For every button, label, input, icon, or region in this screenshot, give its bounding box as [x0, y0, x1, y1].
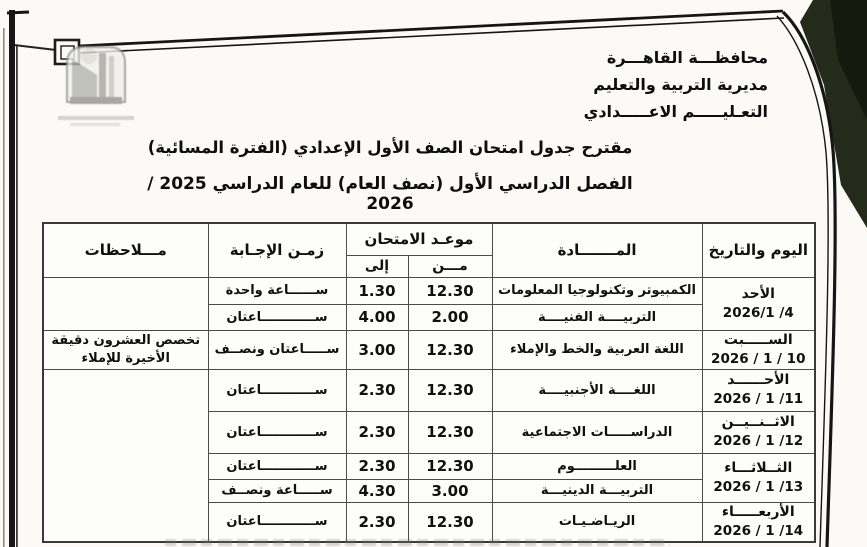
- duration-cell: ســــــــــــاعتان: [208, 369, 346, 411]
- day-date: 2026 / 1 /14: [713, 522, 804, 539]
- subject-cell: التربيـــة الدينيـــة: [492, 479, 702, 502]
- letterhead-governorate: محافظـــة القاهـــرة: [606, 48, 768, 67]
- day-date: 2026 / 1 /11: [713, 391, 804, 407]
- table-row: [43, 277, 815, 304]
- day-date: 2026 / 1 /13: [713, 478, 804, 495]
- notes-cell: تخصص العشرون دقيقة الأخيرة للإملاء: [43, 330, 208, 369]
- subject-cell: اللغــــة الأجنبيــــة: [492, 369, 702, 411]
- subject-cell: التربيــــة الفنيــــة: [492, 304, 702, 330]
- from-cell: 12.30: [408, 369, 492, 411]
- table-header-row: [43, 223, 815, 255]
- to-cell: 2.30: [346, 369, 408, 411]
- day-name: الاثــنــيــن: [721, 414, 795, 430]
- col-header-from: مـــن: [408, 255, 492, 277]
- col-header-to: إلى: [346, 255, 408, 277]
- day-cell: [702, 369, 815, 411]
- duration-cell: ســـــاعتان ونصــف: [208, 330, 346, 369]
- duration-cell: ســــــــــــاعتان: [208, 304, 346, 330]
- letterhead: [584, 44, 768, 125]
- to-cell: 2.30: [346, 502, 408, 542]
- day-name: الأحــــــد: [727, 372, 790, 388]
- day-cell: [702, 277, 815, 330]
- subject-cell: الكمبيوتر وتكنولوجيا المعلومات: [492, 277, 702, 304]
- subject-cell: العلـــــــــوم: [492, 453, 702, 479]
- duration-cell: ســــــــــــاعتان: [208, 502, 346, 542]
- col-header-subject: المـــــــادة: [492, 223, 702, 277]
- day-date: 2026 / 1 / 10: [711, 350, 806, 367]
- schedule-title: مقترح جدول امتحان الصف الأول الإعدادي (الفترة المسائية): [147, 138, 633, 157]
- document-title-block: [145, 138, 635, 214]
- day-date: 2026 / 1 /12: [713, 433, 804, 449]
- table-row: [43, 330, 815, 369]
- from-cell: 2.00: [408, 304, 492, 330]
- to-cell: 3.00: [346, 330, 408, 369]
- duration-cell: ســـــاعة ونصــف: [208, 479, 346, 502]
- to-cell: 4.00: [346, 304, 408, 330]
- duration-cell: ســــــاعة واحدة: [208, 277, 346, 304]
- from-cell: 12.30: [408, 330, 492, 369]
- from-cell: 12.30: [408, 411, 492, 453]
- letterhead-directorate: مديرية التربية والتعليم: [593, 75, 768, 94]
- subject-cell: الريـاضـيـات: [492, 502, 702, 542]
- from-cell: 3.00: [408, 479, 492, 502]
- to-cell: 2.30: [346, 411, 408, 453]
- day-date: 2026/1 /4: [722, 304, 794, 321]
- notes-cell: [43, 369, 208, 542]
- cut-off-text-hint: [165, 539, 670, 546]
- duration-cell: ســــــــــــاعتان: [208, 453, 346, 479]
- from-cell: 12.30: [408, 277, 492, 304]
- subject-cell: الدراســـــات الاجتماعية: [492, 411, 702, 453]
- col-header-day-date: اليوم والتاريخ: [702, 223, 815, 277]
- exam-schedule-table: [42, 222, 816, 543]
- day-name: الســـــبت: [723, 331, 793, 348]
- day-name: الأحد: [741, 285, 775, 302]
- to-cell: 2.30: [346, 453, 408, 479]
- to-cell: 4.30: [346, 479, 408, 502]
- semester-subtitle: الفصل الدراسي الأول (نصف العام) للعام الدراسي 2025 / 2026: [147, 174, 633, 214]
- day-name: الأربعـــــاء: [721, 503, 795, 520]
- col-header-exam-time: موعـد الامتحان: [346, 223, 492, 255]
- col-header-duration: زمـن الإجـابة: [208, 223, 346, 277]
- day-name: الثــلاثـــاء: [724, 459, 793, 476]
- education-ministry-emblem-logo: [52, 40, 140, 148]
- duration-cell: ســــــــــــاعتان: [208, 411, 346, 453]
- subject-cell: اللغة العربية والخط والإملاء: [492, 330, 702, 369]
- notes-cell: [43, 277, 208, 330]
- to-cell: 1.30: [346, 277, 408, 304]
- letterhead-stage: التعـليـــــم الاعـــــدادي: [583, 102, 768, 121]
- day-cell: [702, 411, 815, 453]
- col-header-notes: مـــلاحظات: [43, 223, 208, 277]
- day-cell: [702, 453, 815, 502]
- from-cell: 12.30: [408, 502, 492, 542]
- day-cell: [702, 330, 815, 369]
- table-row: [43, 369, 815, 411]
- day-cell: [702, 502, 815, 542]
- from-cell: 12.30: [408, 453, 492, 479]
